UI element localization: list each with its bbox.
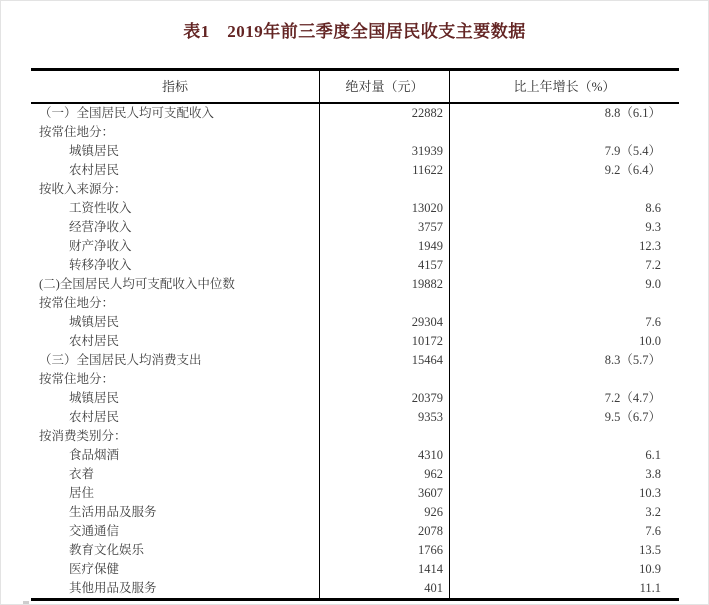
indicator-cell: 城镇居民	[69, 391, 120, 405]
growth-value-cell: 10.3	[449, 484, 679, 503]
table-row	[31, 161, 679, 180]
table-body	[31, 104, 679, 598]
absolute-value-cell: 962	[319, 465, 449, 484]
indicator-cell: 按常住地分：	[39, 372, 115, 386]
absolute-value-cell	[319, 180, 449, 199]
absolute-value-cell: 926	[319, 503, 449, 522]
indicator-cell: 教育文化娱乐	[69, 543, 145, 557]
growth-value-cell: 12.3	[449, 237, 679, 256]
indicator-cell: 居住	[69, 486, 95, 500]
indicator-cell: 按常住地分：	[39, 296, 115, 310]
column-header-absolute-amount: 绝对量（元）	[319, 71, 449, 102]
growth-value-cell: 3.2	[449, 503, 679, 522]
growth-value-cell: 6.1	[449, 446, 679, 465]
growth-value-cell: 9.3	[449, 218, 679, 237]
absolute-value-cell	[319, 294, 449, 313]
table-row	[31, 123, 679, 142]
indicator-cell: （一）全国居民人均可支配收入	[39, 106, 215, 120]
indicator-cell: 农村居民	[69, 334, 120, 348]
absolute-value-cell: 3757	[319, 218, 449, 237]
table-row	[31, 237, 679, 256]
indicator-cell: 经营净收入	[69, 220, 132, 234]
table-row	[31, 256, 679, 275]
absolute-value-cell: 1766	[319, 541, 449, 560]
indicator-cell: （三）全国居民人均消费支出	[39, 353, 202, 367]
growth-value-cell	[449, 180, 679, 199]
table-row	[31, 465, 679, 484]
growth-value-cell: 8.6	[449, 199, 679, 218]
absolute-value-cell: 1949	[319, 237, 449, 256]
absolute-value-cell: 20379	[319, 389, 449, 408]
growth-value-cell: 8.3（5.7）	[449, 351, 679, 370]
table-row	[31, 389, 679, 408]
growth-value-cell: 8.8（6.1）	[449, 104, 679, 123]
indicator-cell: 食品烟酒	[69, 448, 120, 462]
indicator-cell: 城镇居民	[69, 315, 120, 329]
absolute-value-cell: 22882	[319, 104, 449, 123]
table-row	[31, 294, 679, 313]
income-expenditure-table	[31, 68, 679, 601]
table-row	[31, 313, 679, 332]
growth-value-cell	[449, 294, 679, 313]
absolute-value-cell: 13020	[319, 199, 449, 218]
column-header-indicator: 指标	[161, 79, 188, 94]
growth-value-cell: 10.0	[449, 332, 679, 351]
table-row	[31, 199, 679, 218]
table-row	[31, 351, 679, 370]
absolute-value-cell: 401	[319, 579, 449, 598]
indicator-cell: 按收入来源分：	[39, 182, 127, 196]
table-row	[31, 503, 679, 522]
indicator-cell: 农村居民	[69, 410, 120, 424]
indicator-cell: 按消费类别分：	[39, 429, 127, 443]
absolute-value-cell: 11622	[319, 161, 449, 180]
growth-value-cell: 9.2（6.4）	[449, 161, 679, 180]
indicator-cell: 交通通信	[69, 524, 120, 538]
growth-value-cell	[449, 370, 679, 389]
indicator-cell: 其他用品及服务	[69, 581, 157, 595]
indicator-cell: 农村居民	[69, 163, 120, 177]
absolute-value-cell	[319, 370, 449, 389]
growth-value-cell	[449, 427, 679, 446]
indicator-cell: 衣着	[69, 467, 95, 481]
table-row	[31, 484, 679, 503]
table-row	[31, 541, 679, 560]
indicator-cell: 按常住地分：	[39, 125, 115, 139]
growth-value-cell: 13.5	[449, 541, 679, 560]
table-title: 表1 2019年前三季度全国居民收支主要数据	[183, 22, 526, 41]
table-row	[31, 446, 679, 465]
indicator-cell: (二)全国居民人均可支配收入中位数	[39, 277, 235, 291]
indicator-cell: 城镇居民	[69, 144, 120, 158]
absolute-value-cell: 9353	[319, 408, 449, 427]
absolute-value-cell: 31939	[319, 142, 449, 161]
table-row	[31, 275, 679, 294]
table-row	[31, 142, 679, 161]
absolute-value-cell: 19882	[319, 275, 449, 294]
absolute-value-cell: 29304	[319, 313, 449, 332]
absolute-value-cell: 10172	[319, 332, 449, 351]
table-row	[31, 218, 679, 237]
growth-value-cell: 10.9	[449, 560, 679, 579]
table-row	[31, 332, 679, 351]
absolute-value-cell: 3607	[319, 484, 449, 503]
growth-value-cell: 7.6	[449, 522, 679, 541]
absolute-value-cell: 4310	[319, 446, 449, 465]
table-row	[31, 579, 679, 598]
indicator-cell: 财产净收入	[69, 239, 132, 253]
growth-value-cell: 9.0	[449, 275, 679, 294]
absolute-value-cell	[319, 427, 449, 446]
table-header-row	[31, 71, 679, 104]
column-header-growth: 比上年增长（%）	[449, 71, 679, 102]
table-row	[31, 180, 679, 199]
growth-value-cell: 3.8	[449, 465, 679, 484]
table-row	[31, 427, 679, 446]
growth-value-cell	[449, 123, 679, 142]
growth-value-cell: 7.6	[449, 313, 679, 332]
absolute-value-cell: 15464	[319, 351, 449, 370]
table-row	[31, 408, 679, 427]
table-row	[31, 104, 679, 123]
indicator-cell: 工资性收入	[69, 201, 132, 215]
growth-value-cell: 7.2（4.7）	[449, 389, 679, 408]
indicator-cell: 生活用品及服务	[69, 505, 157, 519]
indicator-cell: 转移净收入	[69, 258, 132, 272]
indicator-cell: 医疗保健	[69, 562, 120, 576]
table-row	[31, 560, 679, 579]
table-row	[31, 522, 679, 541]
growth-value-cell: 7.9（5.4）	[449, 142, 679, 161]
absolute-value-cell: 4157	[319, 256, 449, 275]
growth-value-cell: 9.5（6.7）	[449, 408, 679, 427]
growth-value-cell: 7.2	[449, 256, 679, 275]
absolute-value-cell: 1414	[319, 560, 449, 579]
absolute-value-cell	[319, 123, 449, 142]
growth-value-cell: 11.1	[449, 579, 679, 598]
table-row	[31, 370, 679, 389]
absolute-value-cell: 2078	[319, 522, 449, 541]
cutoff-text-artifact	[23, 601, 29, 604]
